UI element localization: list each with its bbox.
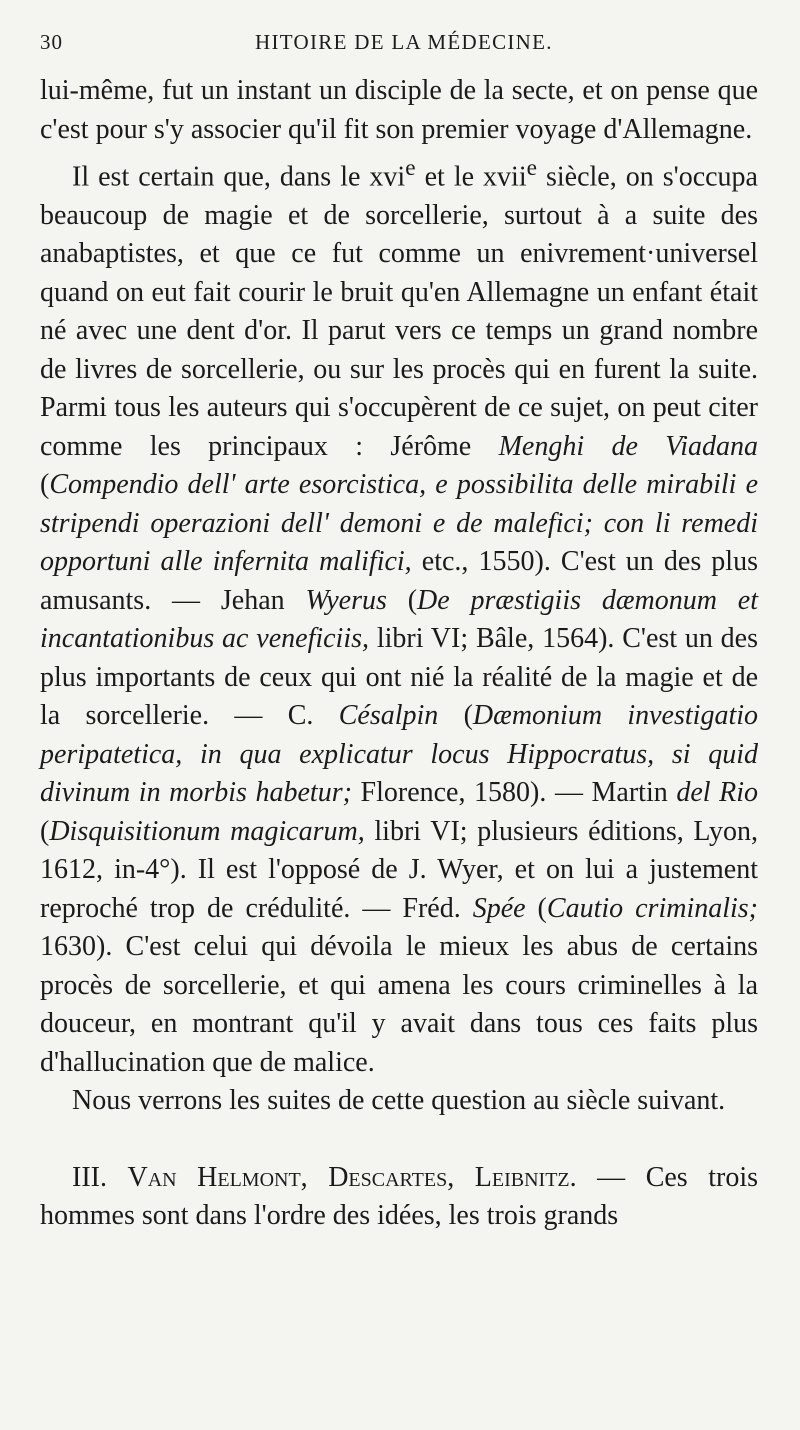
section-number: III. <box>72 1161 128 1193</box>
author-name: Spée <box>472 892 526 924</box>
page-header <box>40 30 752 60</box>
paragraph-continuation: lui-même, fut un instant un disciple de la secte, et on pense que c'est pour s'y associer qu'il fit son premier voyage d'Allemagne. <box>40 75 758 145</box>
paragraph-sorcery-books <box>40 149 758 1082</box>
book-title: De præstigiis dæmonum et incantationibus ac veneficiis, <box>40 584 758 655</box>
paragraph-conclusion: Nous verrons les suites de cette question au siècle suivant. <box>72 1085 726 1117</box>
superscript: e <box>405 155 416 181</box>
author-name: Wyerus <box>305 584 387 616</box>
text-segment: ( <box>386 584 418 616</box>
text-segment: ( <box>40 815 50 847</box>
author-name: Menghi de Viadana <box>498 430 759 462</box>
section-heading-paragraph <box>40 1159 758 1236</box>
book-title: Cautio criminalis; <box>546 892 759 924</box>
text-segment: siècle, on s'occupa beaucoup de magie et de sorcellerie, surtout à a suite des anabaptistes, et que ce fut comme un enivrement·universel quand on eut fait courir le bruit qu'en Allemagne un enfant était né avec une dent d'or. Il parut vers ce temps un grand nombre de livres de sorcellerie, ou sur les procès qui en furent la suite. Parmi tous les auteurs qui s'occupèrent de ce sujet, on peut citer comme les principaux : Jérôme <box>40 161 758 462</box>
text-segment: Florence, 1580). — Martin <box>351 777 677 809</box>
book-title: Dæmonium investigatio peripatetica, in qua explicatur locus Hippocratus, si quid divinum in morbis habetur; <box>40 700 758 809</box>
text-segment: et le xvii <box>415 161 527 193</box>
text-segment: 1630). C'est celui qui dévoila le mieux les abus de certains procès de sorcellerie, et qui amena les cours criminelles à la douceur, en montrant qu'il y avait dans tous ces faits plus d'hallucination que de malice. <box>40 931 758 1078</box>
text-segment: ( <box>438 700 473 732</box>
text-segment: — Ces trois hommes sont dans l'ordre des idées, les trois grands <box>40 1161 759 1232</box>
text-segment: ( <box>40 469 50 501</box>
author-name: Césalpin <box>338 700 439 732</box>
running-title: HITOIRE DE LA MÉDECINE. <box>255 30 553 54</box>
text-segment: libri VI; Bâle, 1564). C'est un des plus importants de ceux qui ont nié la réalité de la magie et de la sorcellerie. — C. <box>40 623 759 732</box>
page-number: 30 <box>40 30 63 54</box>
page-body <box>40 72 758 1236</box>
section-title: Van Helmont, Descartes, Leibnitz. <box>127 1161 577 1193</box>
book-title: Compendio dell' arte esorcistica, e possibilita delle mirabili e stripendi operazioni dell' demoni e de malefici; con li remedi opportuni alle infernita malifici, <box>40 469 758 578</box>
text-segment: ( <box>525 892 547 924</box>
text-segment: libri VI; plusieurs éditions, Lyon, 1612, in-4°). Il est l'opposé de J. Wyer, et on lui a justement reproché trop de crédulité. — Fréd. <box>40 815 758 924</box>
author-name: del Rio <box>676 777 758 809</box>
text-segment: Il est certain que, dans le xvi <box>72 161 406 193</box>
superscript: e <box>526 155 537 181</box>
text-segment: etc., 1550). C'est un des plus amusants. — Jehan <box>40 546 758 616</box>
book-title: Disquisitionum magicarum, <box>49 815 365 847</box>
